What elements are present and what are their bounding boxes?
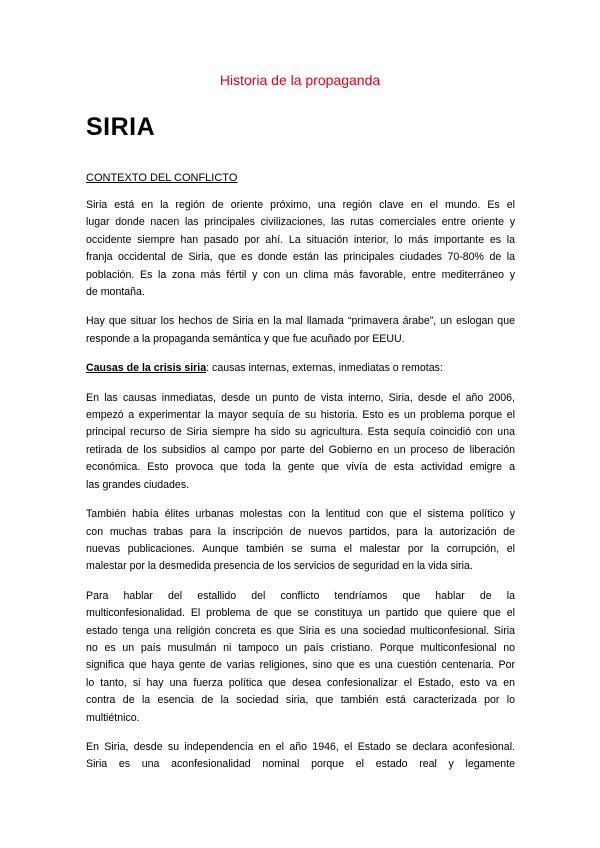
text-line: retirada de los subsidios al campo por parte del Gobierno en un proceso de liberación <box>86 443 515 456</box>
text-line <box>86 360 515 377</box>
running-header: Historia de la propaganda <box>219 72 381 88</box>
text-line: En las causas inmediatas, desde un punto de vista interno, Siria, desde el año 2006, <box>86 391 515 404</box>
paragraph <box>86 739 515 774</box>
text-line: no es un país musulmán ni tampoco un país cristiano. Porque multiconfesional no <box>86 641 515 654</box>
paragraph <box>86 313 515 348</box>
paragraph <box>86 390 515 494</box>
text-line: multiétnico. <box>86 711 140 724</box>
text-line: En Siria, desde su independencia en el año 1946, el Estado se declara aconfesional. <box>86 740 515 753</box>
text-line: de montaña. <box>86 286 145 299</box>
text-line: principal recurso de Siria siempre ha sido su agricultura. Esta sequía coincidió con una <box>86 426 515 439</box>
text-line: multiconfesionalidad. El problema de que se constituya un partido que quiere que el <box>86 607 515 620</box>
text-line: lugar donde nacen las principales civilizaciones, las rutas comerciales entre oriente y <box>86 216 515 229</box>
section-heading: CONTEXTO DEL CONFLICTO <box>86 172 238 184</box>
text-line: franja occidental de Siria, que es donde están las principales ciudades 70-80% de la <box>86 251 515 264</box>
text-line: nuevas publicaciones. Aunque también se suma el malestar por la corrupción, el <box>86 542 515 555</box>
text-line: Para hablar del estallido del conflicto tendríamos que hablar de la <box>86 589 515 602</box>
causes-heading-rest: : causas internas, externas, inmediatas o remotas: <box>206 362 443 375</box>
text-line: con muchas trabas para la inscripción de nuevos partidos, para la autorización de <box>86 525 515 538</box>
text-line: población. Es la zona más fértil y con un clima más favorable, entre mediterráneo y <box>86 268 515 281</box>
causes-heading: Causas de la crisis siria <box>86 362 207 375</box>
text-line: También había élites urbanas molestas con la lentitud con que el sistema político y <box>86 508 515 521</box>
body-text <box>86 197 515 786</box>
text-line: Siria está en la región de oriente próximo, una región clave en el mundo. Es el <box>86 199 515 211</box>
text-line: lo tanto, si hay una fuerza política que desea confesionalizar el Estado, esto va en <box>86 676 515 689</box>
text-line: empezó a experimentar la mayor sequía de su historia. Esto es un problema porque el <box>86 409 515 422</box>
text-line: responde a la propaganda semántica y que fue acuñado por EEUU. <box>86 332 405 345</box>
paragraph <box>86 588 515 727</box>
text-line: Hay que situar los hechos de Siria en la mal llamada “primavera árabe”, un eslogan que <box>86 315 515 328</box>
text-line: las grandes ciudades. <box>86 478 190 491</box>
text-line: significa que haya gente de varias religiones, sino que es una cuestión centenaria. Por <box>86 659 515 672</box>
text-line: estado tenga una religión concreta es que Siria es una sociedad multiconfesional. Siria <box>86 624 515 637</box>
paragraph <box>86 360 515 377</box>
text-line: occidente siempre han pasado por ahí. La situación interior, lo más importante es la <box>86 233 515 246</box>
paragraph <box>86 506 515 576</box>
text-line: contra de la esencia de la sociedad siria, que también está caracterizada por lo <box>86 694 515 707</box>
text-line: malestar por la desmedida presencia de los servicios de seguridad en la vida siria. <box>86 560 473 573</box>
text-line: económica. Esto provoca que toda la gente que vivía de esta actividad emigre a <box>86 461 515 474</box>
page-title: SIRIA <box>86 113 156 141</box>
paragraph <box>86 197 515 301</box>
text-line: Siria es una aconfesionalidad nominal porque el estado real y legamente <box>86 758 515 771</box>
